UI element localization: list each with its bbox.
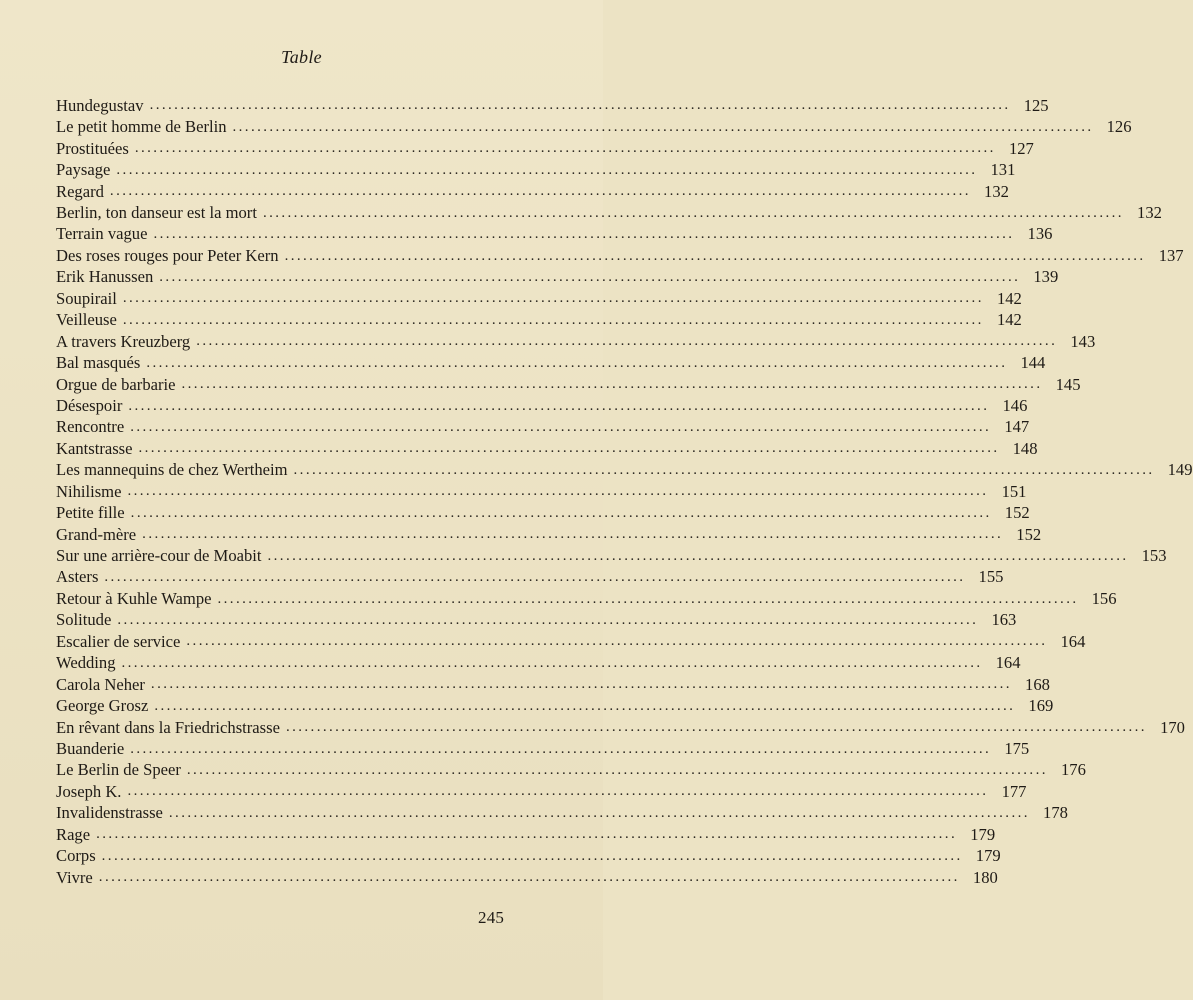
toc-entry-title: Paysage: [56, 160, 111, 180]
toc-entry-page: 145: [1055, 374, 1081, 394]
toc-entry-page: 152: [1004, 503, 1030, 523]
toc-entry: [56, 372, 1081, 394]
toc-entry: [56, 650, 1021, 673]
toc-entry: [56, 350, 1046, 373]
toc-entry-title: Petite fille: [56, 503, 125, 523]
toc-entry: [56, 93, 1049, 115]
toc-entry-title: Corps: [56, 846, 96, 866]
toc-entry-title: Rencontre: [56, 417, 125, 437]
toc-entry-page: 152: [1016, 524, 1042, 544]
toc-entry-title: Les mannequins de chez Wertheim: [56, 460, 288, 480]
toc-entry-page: 153: [1141, 546, 1167, 566]
dot-leader: ............................................................................................................................................: [142, 526, 1004, 543]
toc-entry: [56, 479, 1027, 501]
dot-leader: ............................................................................................................................................: [149, 97, 1011, 114]
toc-entry: [56, 457, 1193, 480]
toc-entry-page: 164: [1060, 631, 1086, 651]
toc-entry-title: Le Berlin de Speer: [56, 760, 181, 780]
toc-entry-title: George Grosz: [56, 696, 149, 716]
dot-leader: ............................................................................................................................................: [262, 204, 1124, 221]
dot-leader: ............................................................................................................................................: [168, 804, 1030, 821]
toc-entry-page: 156: [1091, 588, 1117, 608]
toc-entry-title: A travers Kreuzberg: [56, 331, 191, 351]
dot-leader: ............................................................................................................................................: [196, 333, 1058, 350]
dot-leader: ............................................................................................................................................: [122, 311, 984, 328]
dot-leader: ............................................................................................................................................: [232, 118, 1094, 135]
dot-leader: ............................................................................................................................................: [130, 419, 992, 435]
toc-entry-title: Asters: [56, 567, 99, 587]
toc-entry-page: 179: [970, 824, 996, 844]
dot-leader: ............................................................................................................................................: [130, 740, 992, 757]
dot-leader: ............................................................................................................................................: [96, 826, 958, 843]
toc-entry-title: Berlin, ton danseur est la mort: [56, 203, 257, 223]
toc-entry-page: 149: [1167, 460, 1193, 480]
dot-leader: ............................................................................................................................................: [146, 354, 1008, 371]
toc-entry: [56, 779, 1027, 801]
toc-entry-title: Hundegustav: [56, 95, 144, 115]
toc-entry: [56, 565, 1004, 587]
toc-entry-title: Soupirail: [56, 288, 117, 308]
toc-entry: [56, 436, 1038, 458]
toc-entry-title: Terrain vague: [56, 224, 148, 244]
toc-entry: [56, 307, 1022, 330]
toc-entry-title: Désespoir: [56, 395, 123, 415]
toc-entry: [56, 522, 1042, 544]
toc-entry-title: Orgue de barbarie: [56, 374, 176, 394]
toc-entry-title: Regard: [56, 181, 104, 201]
dot-leader: ............................................................................................................................................: [154, 697, 1016, 714]
dot-leader: ............................................................................................................................................: [284, 247, 1146, 264]
page-header-title: Table: [281, 47, 322, 67]
toc-entry: [56, 758, 1086, 780]
dot-leader: ............................................................................................................................................: [134, 140, 996, 157]
toc-entry-page: 127: [1008, 138, 1034, 158]
dot-leader: ............................................................................................................................................: [98, 869, 960, 886]
toc-entry-page: 132: [1137, 203, 1162, 223]
dot-leader: ............................................................................................................................................: [267, 547, 1129, 564]
toc-entry: [56, 114, 1132, 137]
dot-leader: ............................................................................................................................................: [127, 483, 989, 500]
toc-entry-title: Nihilisme: [56, 481, 122, 501]
toc-entry: [56, 543, 1167, 566]
dot-leader: ............................................................................................................................................: [186, 762, 1048, 778]
toc-entry-page: 147: [1004, 417, 1030, 437]
dot-leader: ............................................................................................................................................: [116, 161, 978, 178]
toc-entry-title: Buanderie: [56, 738, 125, 758]
dot-leader: ............................................................................................................................................: [285, 719, 1147, 736]
dot-leader: ............................................................................................................................................: [159, 268, 1021, 285]
toc-entry-title: Carola Neher: [56, 674, 145, 694]
toc-entry-page: 176: [1060, 760, 1086, 780]
dot-leader: ............................................................................................................................................: [130, 504, 992, 521]
dot-leader: ............................................................................................................................................: [121, 654, 983, 671]
toc-entry-page: 137: [1158, 245, 1184, 265]
toc-entry-page: 164: [995, 653, 1021, 673]
dot-leader: ............................................................................................................................................: [150, 676, 1012, 693]
dot-leader: ............................................................................................................................................: [127, 783, 989, 800]
dot-leader: ............................................................................................................................................: [128, 397, 990, 414]
toc-entry-page: 170: [1160, 717, 1185, 737]
toc-entry-page: 126: [1106, 117, 1132, 137]
toc-entry-page: 143: [1070, 331, 1096, 351]
dot-leader: ............................................................................................................................................: [181, 376, 1043, 393]
dot-leader: ............................................................................................................................................: [109, 183, 971, 200]
toc-entry-title: Joseph K.: [56, 781, 122, 801]
toc-entry-title: Bal masqués: [56, 353, 141, 373]
toc-entry-page: 155: [978, 567, 1004, 587]
toc-entry-title: Prostituées: [56, 138, 129, 158]
toc-entry-title: Des roses rouges pour Peter Kern: [56, 245, 279, 265]
page-number: 245: [478, 908, 505, 927]
toc-entry-title: Erik Hanussen: [56, 267, 154, 287]
toc-entry: [56, 586, 1117, 608]
toc-entry-title: Sur une arrière-cour de Moabit: [56, 546, 262, 566]
toc-entry-page: 178: [1043, 803, 1068, 823]
toc-entry: [56, 329, 1096, 351]
toc-entry-title: Retour à Kuhle Wampe: [56, 588, 212, 608]
toc-entry-page: 177: [1001, 781, 1027, 801]
toc-entry-title: Invalidenstrasse: [56, 803, 163, 823]
toc-entry-page: 142: [996, 310, 1022, 330]
toc-entry: [56, 243, 1184, 265]
toc-entry: [56, 672, 1050, 694]
toc-entry: [56, 608, 1017, 630]
toc-entry-page: 175: [1004, 738, 1030, 758]
toc-entry-page: 151: [1001, 481, 1027, 501]
toc-entry: [56, 822, 996, 844]
toc-entry-page: 168: [1025, 674, 1050, 694]
toc-entry-page: 139: [1033, 267, 1059, 287]
toc-entry-page: 180: [972, 867, 998, 887]
toc-entry: [56, 200, 1162, 223]
toc-entry: [56, 393, 1028, 415]
toc-entry: [56, 715, 1185, 737]
toc-entry-page: 169: [1028, 696, 1054, 716]
toc-entry: [56, 800, 1068, 823]
toc-entry-title: Kantstrasse: [56, 438, 133, 458]
toc-entry-page: 125: [1023, 95, 1049, 115]
toc-entry-page: 142: [996, 288, 1022, 308]
toc-entry-title: Veilleuse: [56, 310, 117, 330]
dot-leader: ............................................................................................................................................: [101, 847, 963, 864]
toc-entry: [56, 179, 1009, 201]
toc-entry-page: 131: [990, 160, 1016, 180]
toc-entry-page: 148: [1012, 438, 1038, 458]
toc-entry-title: Escalier de service: [56, 631, 181, 651]
toc-entry-page: 179: [975, 846, 1001, 866]
toc-entry: [56, 415, 1030, 437]
toc-entry: [56, 222, 1053, 244]
toc-entry-page: 163: [991, 610, 1017, 630]
dot-leader: ............................................................................................................................................: [293, 461, 1155, 478]
toc-entry-title: Vivre: [56, 867, 93, 887]
toc-entry: [56, 865, 998, 887]
dot-leader: ............................................................................................................................................: [117, 611, 979, 628]
toc-entry-title: Grand-mère: [56, 524, 137, 544]
dot-leader: ............................................................................................................................................: [104, 569, 966, 586]
dot-leader: ............................................................................................................................................: [186, 633, 1048, 650]
toc-entry-page: 144: [1020, 353, 1046, 373]
toc-entry: [56, 500, 1030, 523]
toc-entry: [56, 736, 1030, 758]
toc-entry-page: 146: [1002, 395, 1028, 415]
toc-entry: [56, 629, 1086, 651]
dot-leader: ............................................................................................................................................: [153, 226, 1015, 243]
toc-entry-title: En rêvant dans la Friedrichstrasse: [56, 717, 280, 737]
dot-leader: ............................................................................................................................................: [217, 590, 1079, 607]
toc-entry: [56, 157, 1016, 180]
toc-entry: [56, 843, 1001, 866]
dot-leader: ............................................................................................................................................: [122, 290, 984, 307]
toc-entry-title: Wedding: [56, 653, 116, 673]
toc-entry-page: 132: [984, 181, 1009, 201]
toc-entry: [56, 286, 1022, 308]
toc-entry: [56, 693, 1054, 716]
dot-leader: ............................................................................................................................................: [138, 440, 1000, 457]
toc-entry: [56, 265, 1059, 287]
toc-entry-title: Solitude: [56, 610, 112, 630]
table-of-contents: [56, 93, 1193, 887]
toc-entry-title: Rage: [56, 824, 91, 844]
toc-entry-title: Le petit homme de Berlin: [56, 117, 227, 137]
toc-entry: [56, 136, 1034, 158]
toc-entry-page: 136: [1027, 224, 1053, 244]
